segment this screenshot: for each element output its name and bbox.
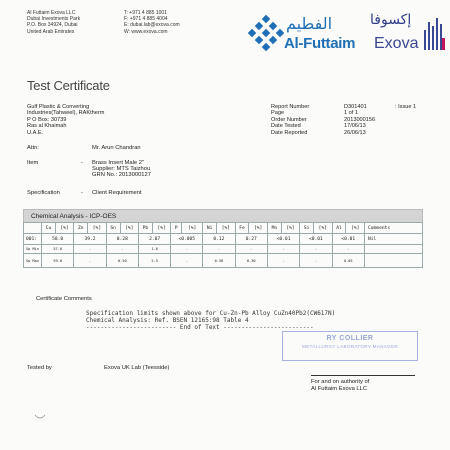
header-cell: Comments (365, 223, 423, 234)
authority-company: Al Futtaim Exova LLC (311, 386, 368, 392)
logo-arabic-futtaim: الفطيم (286, 14, 333, 33)
specification-value: Client Requirement (92, 190, 142, 196)
value-cell: 0.12 (203, 234, 235, 245)
stamp-name: RY COLLIER (326, 335, 374, 342)
address-line: United Arab Emirates (27, 28, 75, 35)
header-cell: [%] (88, 223, 106, 234)
item-label: Item (27, 160, 39, 166)
value-cell: 58.0 (42, 234, 74, 245)
report-number: D301401 (344, 104, 367, 110)
al-futtaim-logo-icon (248, 14, 284, 52)
logo-al-futtaim: Al-Futtaim (284, 35, 356, 52)
header-cell: Fe (235, 223, 249, 234)
authority-block (311, 379, 369, 393)
item-dash: - (81, 160, 83, 166)
report-label: Date Tested (271, 123, 301, 130)
specification-label: Specification (27, 190, 60, 196)
value-cell: - (332, 245, 364, 254)
attn-label: Attn: (27, 145, 39, 151)
value-cell: - (171, 245, 203, 254)
client-line: Gulf Plastic & Converting (27, 104, 90, 110)
value-cell: - (267, 254, 299, 268)
authority-line: For and on authority of (311, 379, 370, 385)
value-cell: - (106, 245, 138, 254)
scan-mark-icon (34, 414, 46, 420)
email-line: E: dubai.lab@exova.com (124, 22, 180, 29)
logo-exova: Exova (374, 35, 419, 52)
header-cell: Pb (138, 223, 152, 234)
item-value (92, 160, 151, 179)
report-labels (271, 104, 309, 136)
chemical-analysis-table (23, 209, 423, 268)
value-cell: 2.5 (138, 254, 170, 268)
value-cell: <0.01 (332, 234, 364, 245)
value-cell: <0.01 (267, 234, 299, 245)
fax-line: F: +971 4 885 4004 (124, 16, 168, 23)
page-number: 1 of 1 (344, 110, 358, 117)
value-cell: - (74, 254, 106, 268)
report-label: Page (271, 110, 285, 117)
client-address (27, 104, 104, 136)
header-cell: [%] (281, 223, 299, 234)
address-line: P.O. Box 34924, Dubai (27, 22, 78, 29)
tested-by-value: Exova UK Lab (Teesside) (104, 365, 170, 371)
address-line: Dubai Investments Park (27, 16, 81, 23)
analysis-grid (23, 222, 423, 268)
client-line: P O Box: 30739 (27, 116, 67, 123)
web-line: W: www.exova.com (124, 28, 168, 35)
table-header-row (24, 223, 423, 234)
header-cell: [%] (120, 223, 138, 234)
item-line: GRN No.: 2013000127 (92, 172, 151, 179)
header-cell (24, 223, 42, 234)
row-label-cell: Sp Max (24, 254, 42, 268)
value-cell: - (300, 245, 332, 254)
item-line: Supplier: MTS Taizhou (92, 166, 151, 173)
value-cell: 1.6 (138, 245, 170, 254)
client-line: Industries(Tahweel), RAKtherm (27, 110, 105, 117)
report-label: Report Number (271, 104, 310, 110)
value-cell: 59.0 (42, 254, 74, 268)
report-values (344, 104, 375, 136)
header-cell: Ni (203, 223, 217, 234)
header-cell: [%] (152, 223, 170, 234)
table-row (24, 245, 423, 254)
certificate-comments-text: Specification limits shown above for Cu-Zn-Pb Alloy CuZn40Pb2(CW617N) Chemical Analysis: Ref. BSEN 12165:98 Table 4 ------------------------- End of Text ------------------------- (86, 310, 336, 331)
issue-number: : Issue 1 (395, 104, 417, 110)
comment-cell: Nil (365, 234, 423, 245)
address-line: Al Futtaim Exova LLC (27, 10, 76, 16)
signature-line (311, 375, 415, 376)
header-cell: [%] (249, 223, 267, 234)
company-address (27, 10, 80, 35)
phone-line: T: +971 4 885 1001 (124, 10, 167, 16)
header-cell: [%] (346, 223, 365, 234)
value-cell: - (171, 254, 203, 268)
comment-cell (365, 245, 423, 254)
value-cell: 0.27 (235, 234, 267, 245)
report-label: Date Reported (271, 129, 308, 136)
value-cell: - (74, 245, 106, 254)
tested-by-label: Tested by (27, 365, 52, 371)
header-cell: [%] (182, 223, 203, 234)
value-cell: 0.28 (106, 234, 138, 245)
value-cell: - (267, 245, 299, 254)
value-cell: 0.30 (106, 254, 138, 268)
header-cell: Sn (106, 223, 120, 234)
header-cell: Si (300, 223, 314, 234)
header-cell: Zn (74, 223, 88, 234)
comment-cell (365, 254, 423, 268)
value-cell: 39.2 (74, 234, 106, 245)
logo-arabic-exova: إكسوفا (370, 12, 412, 28)
value-cell: - (300, 254, 332, 268)
value-cell: <0.005 (171, 234, 203, 245)
specification-dash: - (81, 190, 83, 196)
order-number: 2013000156 (344, 116, 376, 123)
header-cell: [%] (217, 223, 235, 234)
page-title: Test Certificate (27, 78, 110, 93)
item-line: Brass Insert Male 2" (92, 160, 144, 166)
value-cell: 0.30 (235, 254, 267, 268)
client-line: U.A.E. (27, 129, 44, 136)
exova-bars-icon (424, 18, 446, 52)
collier-stamp (282, 331, 418, 361)
table-row (24, 254, 423, 268)
header-cell: P (171, 223, 182, 234)
company-contact (124, 10, 180, 35)
stamp-title: METALLURGY LABORATORY MANAGER (301, 344, 398, 349)
client-line: Ras al Khaimah (27, 123, 67, 130)
analysis-title: Chemical Analysis - ICP-OES (23, 209, 423, 222)
row-label-cell: 001: (24, 234, 42, 245)
value-cell: <0.01 (300, 234, 332, 245)
value-cell: 0.30 (203, 254, 235, 268)
value-cell: 2.07 (138, 234, 170, 245)
report-label: Order Number (271, 116, 307, 123)
date-tested: 17/06/13 (344, 123, 366, 130)
header-cell: [%] (55, 223, 73, 234)
header-cell: Mn (267, 223, 281, 234)
certificate-comments-label: Certificate Comments (36, 296, 92, 302)
header-cell: [%] (314, 223, 332, 234)
row-label-cell: Sp Min (24, 245, 42, 254)
table-row (24, 234, 423, 245)
header-cell: Cu (42, 223, 56, 234)
date-reported: 26/06/13 (344, 129, 366, 136)
attn-value: Mr. Arun Chandran (92, 145, 141, 151)
value-cell: 0.05 (332, 254, 364, 268)
value-cell: - (203, 245, 235, 254)
value-cell: 57.0 (42, 245, 74, 254)
header-cell: Al (332, 223, 346, 234)
value-cell: - (235, 245, 267, 254)
